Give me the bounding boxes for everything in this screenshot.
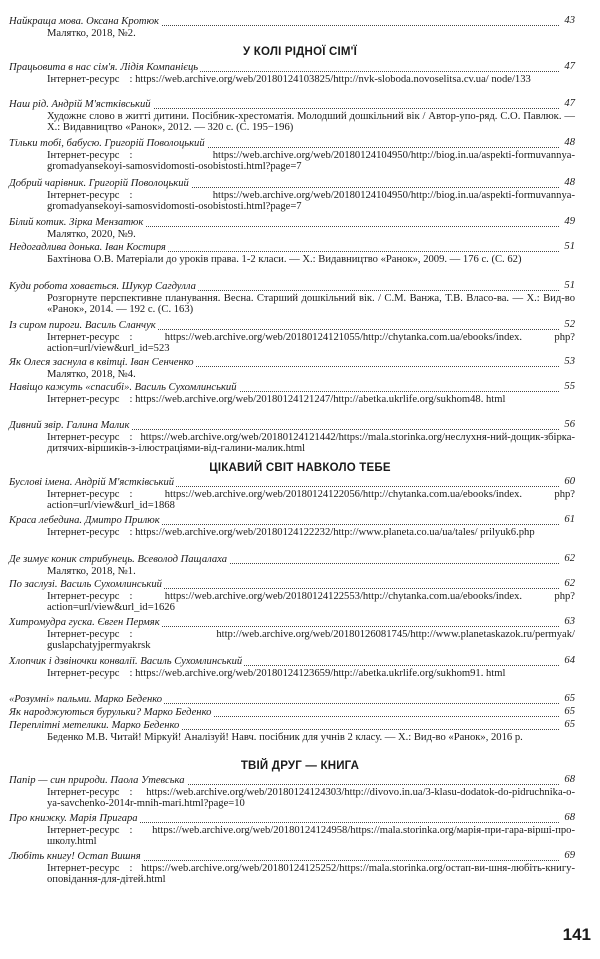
- entry-source: : https://web.archive.org/web/20180124123659/http://abetka.ukrlife.org/sukhom91. html: [129, 667, 506, 679]
- entry-page: 62: [564, 553, 575, 564]
- entry-title: Хитромудра гуска. Євген Пермяк: [9, 617, 160, 628]
- entry-page: 68: [564, 774, 575, 785]
- entry-page: 62: [564, 578, 575, 589]
- entry-title: Недогадлива донька. Іван Костиря: [9, 242, 166, 253]
- entry-page: 43: [564, 15, 575, 26]
- entry-source: : http://web.archive.org/web/20180126081745/http://www.planetaskazok.ru/permyak/ guslapchatyjpermyakrsk: [47, 628, 575, 651]
- entry-title: Де зимує коник стрибунець. Всеволод Пащалаха: [9, 554, 228, 565]
- toc-entry: [9, 477, 575, 512]
- source-label: Інтернет-ресурс: [47, 526, 120, 538]
- entry-title: Краса лебедина. Дмитро Прилюк: [9, 515, 160, 526]
- entry-page: 61: [564, 514, 575, 525]
- entry-source: Художнє слово в житті дитини. Посібник-хрестоматія. Молодший дошкільний вік / Автор-упо-ряд. С.О. Павлюк. — Х.: Видавництво «Ранок», 2012. — 320 с. (С. 195−196): [47, 110, 575, 133]
- toc-entry: [9, 707, 575, 719]
- entry-page: 47: [564, 61, 575, 72]
- toc-entry: [9, 357, 575, 380]
- source-label: Інтернет-ресурс: [47, 189, 120, 201]
- entry-source: : https://web.archive.org/web/20180124103825/http://nvk-sloboda.novoselitsa.cv.ua/ node/133: [129, 73, 531, 85]
- toc-entry: [9, 515, 575, 538]
- entry-title: «Розумні» пальми. Марко Беденко: [9, 694, 163, 705]
- entry-source: Розгорнуте перспективне планування. Весна. Старший дошкільний вік. / С.М. Ванжа, Т.В. Власо-ва. — Х.: Вид-во «Ранок», 2014. — 192 с. (С. 163): [47, 292, 575, 315]
- entry-source: Бахтінова О.В. Матеріали до уроків права. 1-2 класи. — Х.: Видавництво «Ранок», 2009. — 176 с. (С. 62): [47, 253, 522, 265]
- source-label: Інтернет-ресурс: [47, 667, 120, 679]
- source-label: Інтернет-ресурс: [47, 149, 120, 161]
- entry-page: 65: [564, 706, 575, 717]
- entry-source: : https://web.archive.org/web/20180124122056/http://chytanka.com.ua/ebooks/index. php?action=url/view&url_id=1868: [47, 488, 575, 511]
- toc-entry: [9, 420, 575, 455]
- entry-page: 65: [564, 693, 575, 704]
- toc-entry: [9, 281, 575, 316]
- source-label: Інтернет-ресурс: [47, 590, 120, 602]
- entry-source: : https://web.archive.org/web/20180124124958/https://mala.storinka.org/марія-при-гара-вірші-про-школу.html: [47, 824, 575, 847]
- entry-source: : https://web.archive.org/web/20180124122553/http://chytanka.com.ua/ebooks/index. php?action=url/view&url_id=1626: [47, 590, 575, 613]
- source-label: Інтернет-ресурс: [47, 331, 120, 343]
- section-heading: ТВІЙ ДРУГ — КНИГА: [240, 760, 360, 772]
- toc-entry: [9, 178, 575, 213]
- section-heading: У КОЛІ РІДНОЇ СІМ'Ї: [243, 46, 357, 58]
- entry-source: : https://web.archive.org/web/20180124104950/http://biog.in.ua/aspekti-formuvannya-gromadyansekoyi-samosvidomosti-osobistosti.html?page=7: [47, 189, 575, 212]
- source-label: Інтернет-ресурс: [47, 628, 120, 640]
- entry-page: 69: [564, 850, 575, 861]
- entry-source: Малятко, 2018, №4.: [47, 368, 136, 380]
- source-label: Інтернет-ресурс: [47, 786, 120, 798]
- entry-page: 52: [564, 319, 575, 330]
- entry-source: : https://web.archive.org/web/20180124121247/http://abetka.ukrlife.org/sukhom48. html: [129, 393, 506, 405]
- entry-title: Дивний звір. Галина Малик: [9, 420, 130, 431]
- source-label: Інтернет-ресурс: [47, 824, 120, 836]
- toc-entry: [9, 320, 575, 355]
- entry-source: : https://web.archive.org/web/20180124121055/http://chytanka.com.ua/ebooks/index. php?action=url/view&url_id=523: [47, 331, 575, 354]
- entry-title: Як Олеся заснула в квітці. Іван Сенченко: [9, 357, 194, 368]
- toc-entry: [9, 813, 575, 848]
- toc-entry: [9, 851, 575, 886]
- entry-title: Як народжуються бурульки? Марко Беденко: [9, 707, 212, 718]
- toc-entry: [9, 16, 575, 39]
- toc-entry: [9, 720, 575, 743]
- entry-page: 48: [564, 177, 575, 188]
- entry-title: Про книжку. Марія Пригара: [9, 813, 138, 824]
- entry-page: 49: [564, 216, 575, 227]
- entry-page: 68: [564, 812, 575, 823]
- toc-entry: [9, 656, 575, 679]
- toc-entry: [9, 99, 575, 134]
- section-heading: ЦІКАВИЙ СВІТ НАВКОЛО ТЕБЕ: [209, 462, 391, 474]
- entry-title: По заслузі. Василь Сухомлинський: [9, 579, 162, 590]
- source-label: Інтернет-ресурс: [47, 488, 120, 500]
- entry-title: Буслові імена. Андрій М'ястківський: [9, 477, 175, 488]
- entry-source: Малятко, 2020, №9.: [47, 228, 136, 240]
- entry-title: Любіть книгу! Остап Вишня: [9, 851, 141, 862]
- entry-title: Білий котик. Зірка Мензатюк: [9, 217, 144, 228]
- toc-entry: [9, 775, 575, 810]
- entry-source: : https://web.archive.org/web/20180124125252/https://mala.storinka.org/остап-ви-шня-любіть-книгу-оповідання-для-дітей.html: [47, 862, 575, 885]
- toc-entry: [9, 554, 575, 577]
- entry-source: : https://web.archive.org/web/20180124104950/http://biog.in.ua/aspekti-formuvannya-gromadyansekoyi-samosvidomosti-osobistosti.html?page=7: [47, 149, 575, 172]
- toc-entry: [9, 382, 575, 405]
- toc-entry: [9, 62, 575, 85]
- toc-entry: [9, 617, 575, 652]
- toc-entry: [9, 138, 575, 173]
- entry-title: Із сиром пироги. Василь Сланчук: [9, 320, 156, 331]
- entry-source: Малятко, 2018, №2.: [47, 27, 136, 39]
- entry-page: 56: [564, 419, 575, 430]
- toc-entry: [9, 694, 575, 706]
- entry-source: Малятко, 2018, №1.: [47, 565, 136, 577]
- entry-page: 65: [564, 719, 575, 730]
- source-label: Інтернет-ресурс: [47, 431, 120, 443]
- entry-page: 47: [564, 98, 575, 109]
- source-label: Інтернет-ресурс: [47, 393, 120, 405]
- entry-title: Працьовита в нас сім'я. Лідія Компанієць: [9, 62, 199, 73]
- source-label: Інтернет-ресурс: [47, 73, 120, 85]
- entry-page: 60: [564, 476, 575, 487]
- entry-source: : https://web.archive.org/web/20180124122232/http://www.planeta.co.ua/ua/tales/ prilyuk6.php: [129, 526, 535, 538]
- toc-entry: [9, 242, 575, 265]
- toc-entry: [9, 579, 575, 614]
- entry-title: Папір — син природи. Паола Утевська: [9, 775, 185, 786]
- entry-title: Переплітні метелики. Марко Беденко: [9, 720, 180, 731]
- entry-title: Добрий чарівник. Григорій Поволоцький: [9, 178, 189, 189]
- entry-title: Наш рід. Андрій М'ястківський: [9, 99, 151, 110]
- entry-page: 48: [564, 137, 575, 148]
- entry-source: Беденко М.В. Читай! Міркуй! Аналізуй! Навч. посібник для учнів 2 класу. — Х.: Вид-во «Ранок», 2016 р.: [47, 731, 523, 743]
- entry-title: Куди робота ховається. Шукур Сагдулла: [9, 281, 196, 292]
- entry-source: : https://web.archive.org/web/20180124124303/http://divovo.in.ua/3-klasu-dodatok-do-pidruchnika-o-ya-savchenko-2014r-mnih-mari.html?page=10: [47, 786, 575, 809]
- entry-title: Тільки тобі, бабусю. Григорій Поволоцький: [9, 138, 205, 149]
- entry-title: Найкраща мова. Оксана Кротюк: [9, 16, 160, 27]
- page-number: 141: [562, 925, 591, 944]
- entry-title: Навіщо кажуть «спасибі». Василь Сухомлинський: [9, 382, 237, 393]
- entry-page: 51: [564, 280, 575, 291]
- entry-page: 64: [564, 655, 575, 666]
- entry-source: : https://web.archive.org/web/20180124121442/https://mala.storinka.org/неслухня-ний-дощик-збірка-дитячих-віршиків-з-ілюстраціями-від-галини-малик.html: [47, 431, 575, 454]
- source-label: Інтернет-ресурс: [47, 862, 120, 874]
- entry-page: 63: [564, 616, 575, 627]
- entry-page: 53: [564, 356, 575, 367]
- entry-page: 51: [564, 241, 575, 252]
- toc-entry: [9, 217, 575, 240]
- entry-title: Хлопчик і дзвіночки конвалії. Василь Сухомлинський: [9, 656, 243, 667]
- entry-page: 55: [564, 381, 575, 392]
